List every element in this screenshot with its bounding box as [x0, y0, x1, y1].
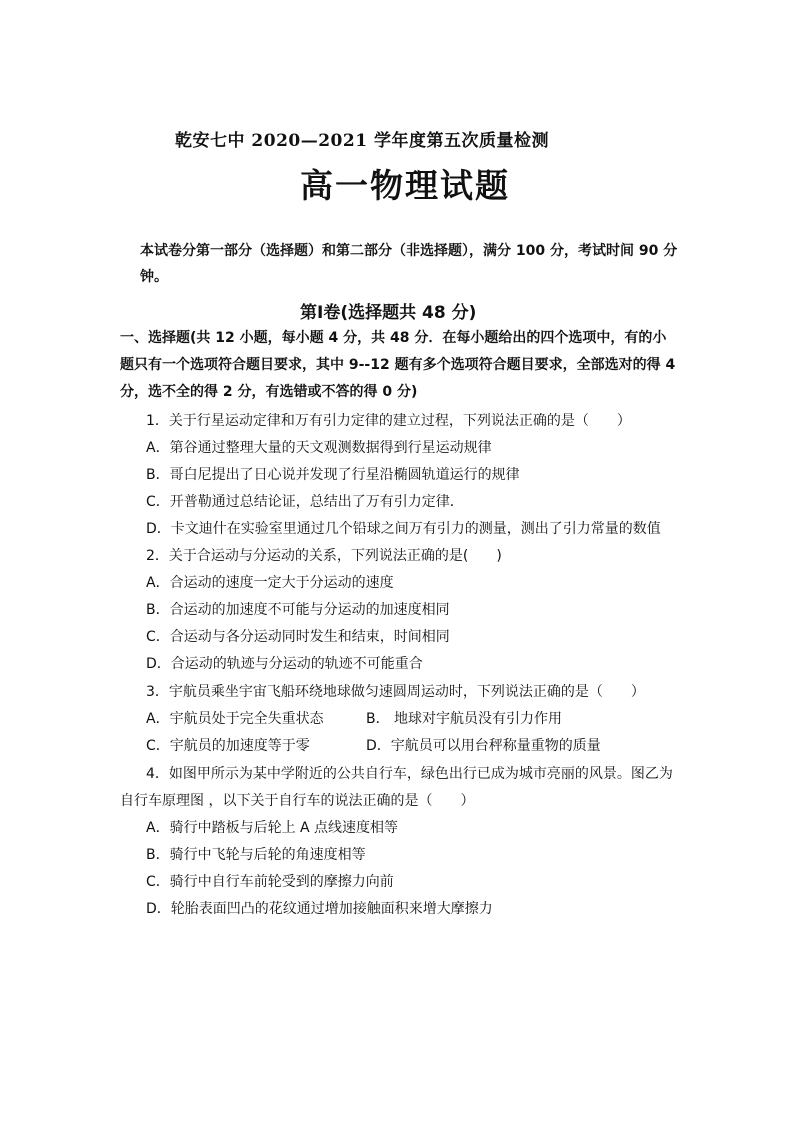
question-4-stem-line1: 4．如图甲所示为某中学附近的公共自行车，绿色出行已成为城市亮丽的风景。图乙为	[146, 766, 673, 782]
exam-intro: 本试卷分第一部分（选择题）和第二部分（非选择题），满分 100 分，考试时间 90 分钟。	[140, 243, 678, 285]
question-3-option-c: C．宇航员的加速度等于零	[146, 738, 310, 754]
question-2-option-b: B．合运动的加速度不可能与分运动的加速度相同	[146, 602, 450, 618]
part-heading: 第Ⅰ卷(选择题共 48 分)	[300, 303, 477, 323]
question-1-stem: 1．关于行星运动定律和万有引力定律的建立过程，下列说法正确的是（ ）	[146, 413, 631, 429]
question-2-option-a: A．合运动的速度一定大于分运动的速度	[146, 575, 394, 591]
question-2-stem: 2．关于合运动与分运动的关系，下列说法正确的是( )	[146, 548, 502, 564]
question-1-option-a: A．第谷通过整理大量的天文观测数据得到行星运动规律	[146, 440, 492, 456]
question-4-option-d: D．轮胎表面凹凸的花纹通过增加接触面积来增大摩擦力	[146, 901, 493, 917]
question-4-stem-line2: 自行车原理图 ，以下关于自行车的说法正确的是（ ）	[120, 793, 475, 809]
question-3-stem: 3．宇航员乘坐宇宙飞船环绕地球做匀速圆周运动时，下列说法正确的是（ ）	[146, 684, 645, 700]
question-2-option-d: D．合运动的轨迹与分运动的轨迹不可能重合	[146, 656, 423, 672]
question-1-option-b: B．哥白尼提出了日心说并发现了行星沿椭圆轨道运行的规律	[146, 467, 520, 483]
question-4-option-c: C．骑行中自行车前轮受到的摩擦力向前	[146, 874, 394, 890]
question-2-option-c: C．合运动与各分运动同时发生和结束，时间相同	[146, 629, 450, 645]
section-instructions: 一、选择题(共 12 小题，每小题 4 分，共 48 分．在每小题给出的四个选项中，有的小题只有一个选项符合题目要求，其中 9--12 题有多个选项符合题目要求，全部选对的得 4 分，选不全的得 2 分，有选错或不答的得 0 分)	[120, 330, 676, 400]
question-3-option-d: D．宇航员可以用台秤称量重物的质量	[366, 738, 601, 754]
question-4-option-b: B．骑行中飞轮与后轮的角速度相等	[146, 847, 366, 863]
question-4-option-a: A．骑行中踏板与后轮上 A 点线速度相等	[146, 820, 399, 836]
question-3-option-b: B． 地球对宇航员没有引力作用	[366, 711, 563, 727]
question-1-option-d: D．卡文迪什在实验室里通过几个铅球之间万有引力的测量，测出了引力常量的数值	[146, 521, 661, 537]
question-3-option-a: A．宇航员处于完全失重状态	[146, 711, 324, 727]
school-exam-title: 乾安七中 2020—2021 学年度第五次质量检测	[175, 131, 549, 151]
subject-title: 高一物理试题	[300, 166, 510, 205]
question-1-option-c: C．开普勒通过总结论证，总结出了万有引力定律．	[146, 494, 464, 510]
